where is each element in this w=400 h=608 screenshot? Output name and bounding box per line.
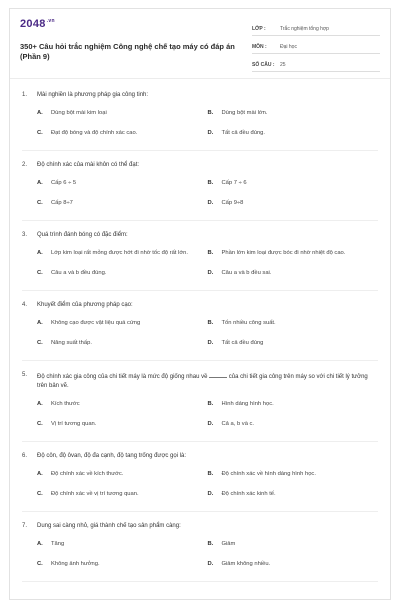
answer-text: Độ chính xác về kích thước. [51, 471, 124, 477]
answer-option-b[interactable] [208, 249, 379, 258]
answer-option-d[interactable] [208, 269, 379, 278]
answer-option-a[interactable] [37, 400, 208, 409]
answer-text: Hình dáng hình học. [221, 401, 274, 407]
meta-label: MÔN : [252, 44, 267, 50]
answer-options [22, 310, 378, 360]
answer-option-c[interactable] [37, 490, 208, 499]
answer-option-d[interactable] [208, 490, 379, 499]
answer-options [22, 391, 378, 441]
answer-letter: B. [207, 541, 214, 547]
answer-option-c[interactable] [37, 560, 208, 569]
answer-letter: C. [37, 339, 43, 346]
answer-letter: D. [207, 339, 214, 346]
question-text [22, 522, 378, 531]
question-number: 1. [22, 92, 28, 98]
answer-option-b[interactable] [208, 319, 379, 328]
question-body [37, 371, 378, 391]
answer-text: Tăng [51, 541, 65, 547]
answer-option-a[interactable] [37, 540, 208, 549]
document-page [9, 8, 391, 600]
answer-letter: D. [207, 199, 214, 206]
answer-letter: D. [207, 269, 214, 276]
answer-option-a[interactable] [37, 319, 208, 328]
answer-option-a[interactable] [37, 470, 208, 479]
answer-option-c[interactable] [37, 129, 208, 138]
question-number: 7. [22, 523, 28, 529]
question-body-before: Độ chính xác gia công của chi tiết máy là mức độ giống nhau về [37, 374, 208, 380]
answer-text: Cấp 8÷7 [51, 199, 73, 206]
answer-text: Phần lớn kim loại được bóc đi nhờ nhiệt độ cao. [221, 250, 346, 256]
question-body: Khuyết điểm của phương pháp cạo: [37, 302, 133, 308]
answer-letter: A. [37, 541, 43, 547]
meta-value: Trắc nghiệm tổng hợp [280, 26, 329, 32]
fill-in-blank [209, 371, 227, 378]
question-text [22, 91, 378, 100]
answer-letter: D. [207, 129, 214, 136]
answer-letter: D. [207, 490, 214, 497]
answer-text: Độ chính xác về vị trí tương quan. [51, 490, 139, 497]
answer-option-d[interactable] [208, 560, 379, 569]
answer-text: Giảm [221, 541, 236, 547]
question-text [22, 371, 378, 391]
answer-letter: C. [37, 560, 43, 567]
meta-info [242, 18, 380, 72]
answer-option-b[interactable] [208, 179, 379, 188]
question-number: 6. [22, 453, 28, 459]
answer-letter: B. [207, 110, 214, 116]
answer-letter: B. [207, 401, 214, 407]
question-5 [22, 361, 378, 442]
answer-letter: B. [207, 471, 214, 477]
answer-text: Năng suất thấp. [51, 339, 92, 346]
answer-text: Đạt độ bóng và độ chính xác cao. [51, 129, 138, 136]
answer-text: Độ chính xác kinh tế. [221, 490, 276, 497]
answer-text: Tất cả đều đúng [221, 339, 264, 346]
header-left [20, 18, 242, 72]
answer-letter: C. [37, 269, 43, 276]
question-4 [22, 291, 378, 361]
answer-letter: C. [37, 199, 43, 206]
question-number: 2. [22, 162, 28, 168]
answer-letter: C. [37, 490, 43, 497]
site-logo[interactable] [20, 18, 242, 30]
answer-options [22, 240, 378, 290]
answer-option-d[interactable] [208, 420, 379, 429]
answer-letter: B. [207, 180, 214, 186]
answer-option-d[interactable] [208, 199, 379, 208]
question-number: 4. [22, 302, 28, 308]
answer-text: Cấp 9÷8 [221, 199, 244, 206]
question-6 [22, 442, 378, 512]
answer-text: Không ảnh hưởng. [51, 560, 100, 567]
question-body: Độ côn, độ ôvan, độ đa cạnh, độ tang trống được gọi là: [37, 453, 187, 459]
answer-letter: A. [37, 320, 43, 326]
answer-options [22, 170, 378, 220]
meta-label: LỚP : [252, 26, 266, 32]
question-body: Mài nghiền là phương pháp gia công tinh: [37, 92, 149, 98]
answer-option-d[interactable] [208, 339, 379, 348]
meta-row-subject [252, 36, 380, 54]
answer-letter: A. [37, 250, 43, 256]
question-text [22, 452, 378, 461]
question-text [22, 301, 378, 310]
answer-text: Lớp kim loại rất mỏng được hớt đi nhờ tốc độ rất lớn. [51, 250, 188, 256]
answer-option-c[interactable] [37, 420, 208, 429]
answer-letter: A. [37, 401, 43, 407]
answer-option-c[interactable] [37, 269, 208, 278]
document-title: 350+ Câu hỏi trắc nghiệm Công nghệ chế tạo máy có đáp án (Phần 9) [20, 42, 235, 61]
answer-text: Dùng bột mài lớn. [221, 110, 268, 116]
answer-option-a[interactable] [37, 249, 208, 258]
answer-letter: C. [37, 129, 43, 136]
question-number: 5. [22, 372, 28, 378]
answer-option-a[interactable] [37, 109, 208, 118]
question-7 [22, 512, 378, 582]
answer-text: Tốn nhiều công suất. [221, 320, 276, 326]
answer-text: Câu a và b đều đúng. [51, 269, 107, 276]
answer-option-d[interactable] [208, 129, 379, 138]
question-2 [22, 151, 378, 221]
meta-row-count [252, 54, 380, 72]
answer-letter: C. [37, 420, 43, 427]
answer-option-b[interactable] [208, 470, 379, 479]
answer-options [22, 531, 378, 581]
answer-text: Cấp 7 ÷ 6 [221, 180, 247, 186]
answer-text: Không cạo được vật liệu quá cứng [51, 320, 141, 326]
logo-sub: .vn [46, 18, 55, 25]
answer-option-a[interactable] [37, 179, 208, 188]
answer-text: Tất cả đều đúng. [221, 129, 266, 136]
answer-option-c[interactable] [37, 339, 208, 348]
meta-value: 25 [280, 62, 286, 68]
answer-text: Kích thước [51, 401, 80, 407]
answer-text: Cả a, b và c. [221, 420, 255, 427]
answer-option-b[interactable] [208, 540, 379, 549]
answer-letter: A. [37, 110, 43, 116]
answer-letter: D. [207, 560, 214, 567]
answer-text: Cấp 6 ÷ 5 [51, 180, 77, 186]
meta-value: Đại học [280, 44, 297, 50]
answer-option-b[interactable] [208, 109, 379, 118]
question-body: Quá trình đánh bóng có đặc điểm: [37, 232, 128, 238]
question-list [10, 79, 390, 582]
answer-option-b[interactable] [208, 400, 379, 409]
document-header [10, 9, 390, 79]
question-text [22, 231, 378, 240]
answer-text: Giảm không nhiều. [221, 560, 271, 567]
answer-text: Câu a và b đều sai. [221, 269, 272, 276]
answer-text: Vị trí tương quan. [51, 420, 97, 427]
answer-options [22, 100, 378, 150]
question-3 [22, 221, 378, 291]
answer-options [22, 461, 378, 511]
answer-letter: B. [207, 320, 214, 326]
question-body: Độ chính xác của mài khôn có thể đạt: [37, 162, 140, 168]
meta-row-class [252, 18, 380, 36]
answer-letter: A. [37, 471, 43, 477]
answer-letter: D. [207, 420, 214, 427]
question-number: 3. [22, 232, 28, 238]
question-text [22, 161, 378, 170]
answer-letter: B. [207, 250, 214, 256]
meta-label: SỐ CÂU : [252, 62, 275, 68]
answer-letter: A. [37, 180, 43, 186]
answer-text: Dùng bột mài kim loại [51, 110, 107, 116]
question-1 [22, 81, 378, 151]
answer-text: Độ chính xác về hình dáng hình học. [221, 471, 316, 477]
question-body: Dung sai càng nhỏ, giá thành chế tạo sản phẩm càng: [37, 523, 181, 529]
question-body-after: của chi tiết gia công trên máy so với chi tiết lý tưởng trên bản vẽ. [37, 374, 368, 389]
logo-main: 2048 [20, 18, 46, 30]
answer-option-c[interactable] [37, 199, 208, 208]
